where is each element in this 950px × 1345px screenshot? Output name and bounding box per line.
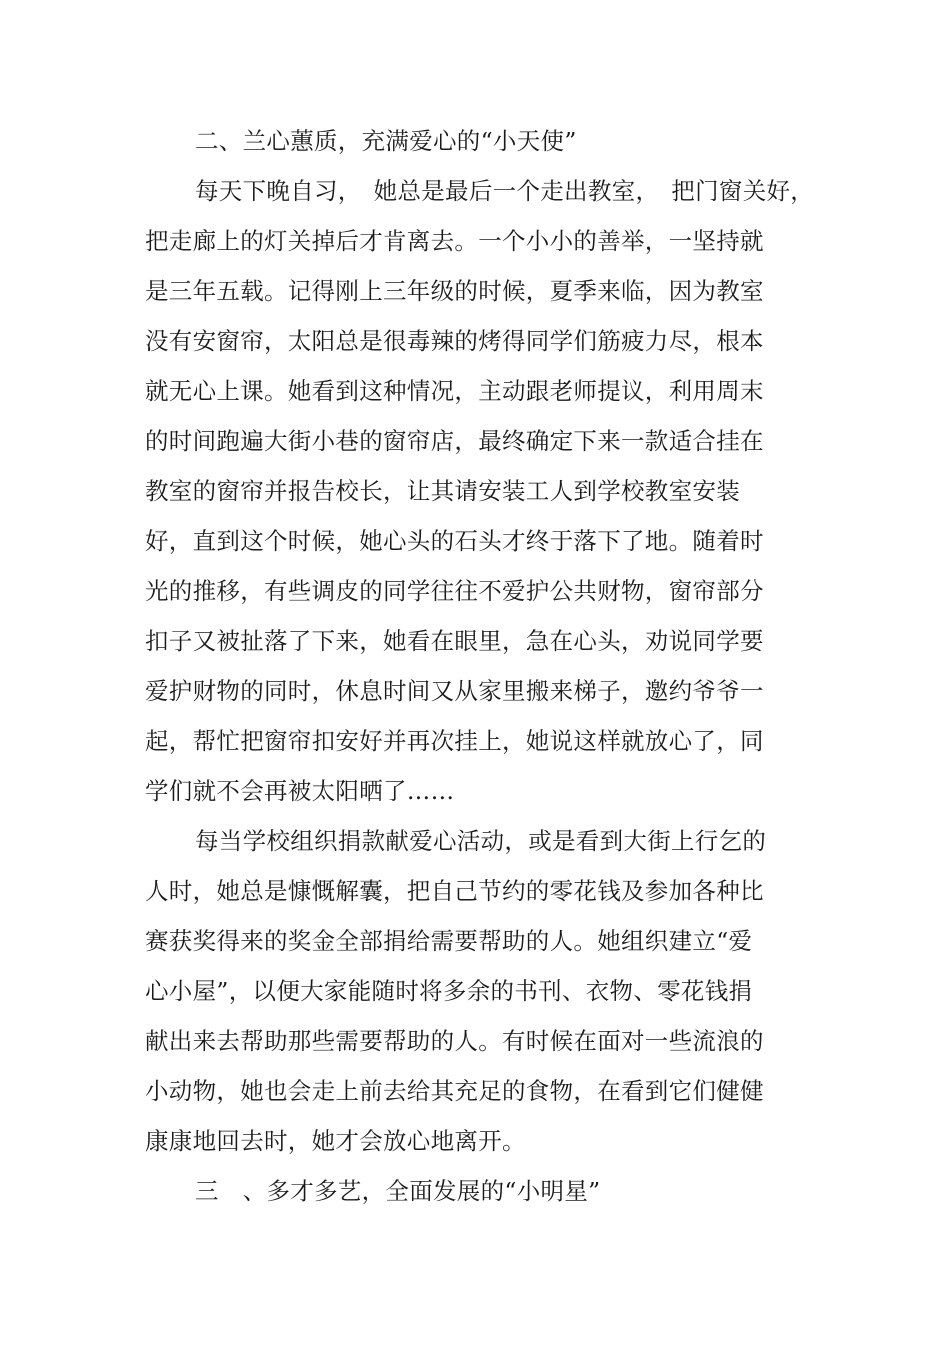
section-heading-3: 三 、多才多艺，全面发展的“小明星” bbox=[195, 1177, 601, 1205]
section-heading-2: 二、兰心蕙质，充满爱心的“小天使” bbox=[195, 127, 577, 155]
paragraph-1-line-7: 教室的窗帘并报告校长，让其请安装工人到学校教室安装 bbox=[145, 477, 740, 505]
paragraph-1-line-3: 是三年五载。记得刚上三年级的时候，夏季来临，因为教室 bbox=[145, 277, 764, 305]
paragraph-2-line-6: 小动物，她也会走上前去给其充足的食物，在看到它们健健 bbox=[145, 1077, 764, 1105]
paragraph-1-line-5: 就无心上课。她看到这种情况，主动跟老师提议，利用周末 bbox=[145, 377, 764, 405]
paragraph-2-line-7: 康康地回去时，她才会放心地离开。 bbox=[145, 1127, 526, 1155]
paragraph-1-line-6: 的时间跑遍大街小巷的窗帘店，最终确定下来一款适合挂在 bbox=[145, 427, 764, 455]
paragraph-1-line-1: 每天下晚自习， 她总是最后一个走出教室， 把门窗关好， bbox=[195, 177, 815, 205]
paragraph-1-line-8: 好，直到这个时候，她心头的石头才终于落下了地。随着时 bbox=[145, 527, 764, 555]
paragraph-2-line-2: 人时，她总是慷慨解囊，把自己节约的零花钱及参加各种比 bbox=[145, 877, 764, 905]
paragraph-1-line-9: 光的推移，有些调皮的同学往往不爱护公共财物，窗帘部分 bbox=[145, 577, 764, 605]
paragraph-2-line-5: 献出来去帮助那些需要帮助的人。有时候在面对一些流浪的 bbox=[145, 1027, 764, 1055]
paragraph-1-line-13: 学们就不会再被太阳晒了…… bbox=[145, 777, 455, 805]
paragraph-2-line-4: 心小屋”，以便大家能随时将多余的书刊、衣物、零花钱捐 bbox=[145, 977, 753, 1005]
paragraph-1-line-12: 起，帮忙把窗帘扣安好并再次挂上，她说这样就放心了，同 bbox=[145, 727, 764, 755]
paragraph-2-line-3: 赛获奖得来的奖金全部捐给需要帮助的人。她组织建立“爱 bbox=[145, 927, 753, 955]
paragraph-2-line-1: 每当学校组织捐款献爱心活动，或是看到大街上行乞的 bbox=[195, 827, 767, 855]
paragraph-1-line-2: 把走廊上的灯关掉后才肯离去。一个小小的善举，一坚持就 bbox=[145, 227, 764, 255]
paragraph-1-line-4: 没有安窗帘，太阳总是很毒辣的烤得同学们筋疲力尽，根本 bbox=[145, 327, 764, 355]
paragraph-1-line-10: 扣子又被扯落了下来，她看在眼里，急在心头，劝说同学要 bbox=[145, 627, 764, 655]
paragraph-1-line-11: 爱护财物的同时，休息时间又从家里搬来梯子，邀约爷爷一 bbox=[145, 677, 764, 705]
